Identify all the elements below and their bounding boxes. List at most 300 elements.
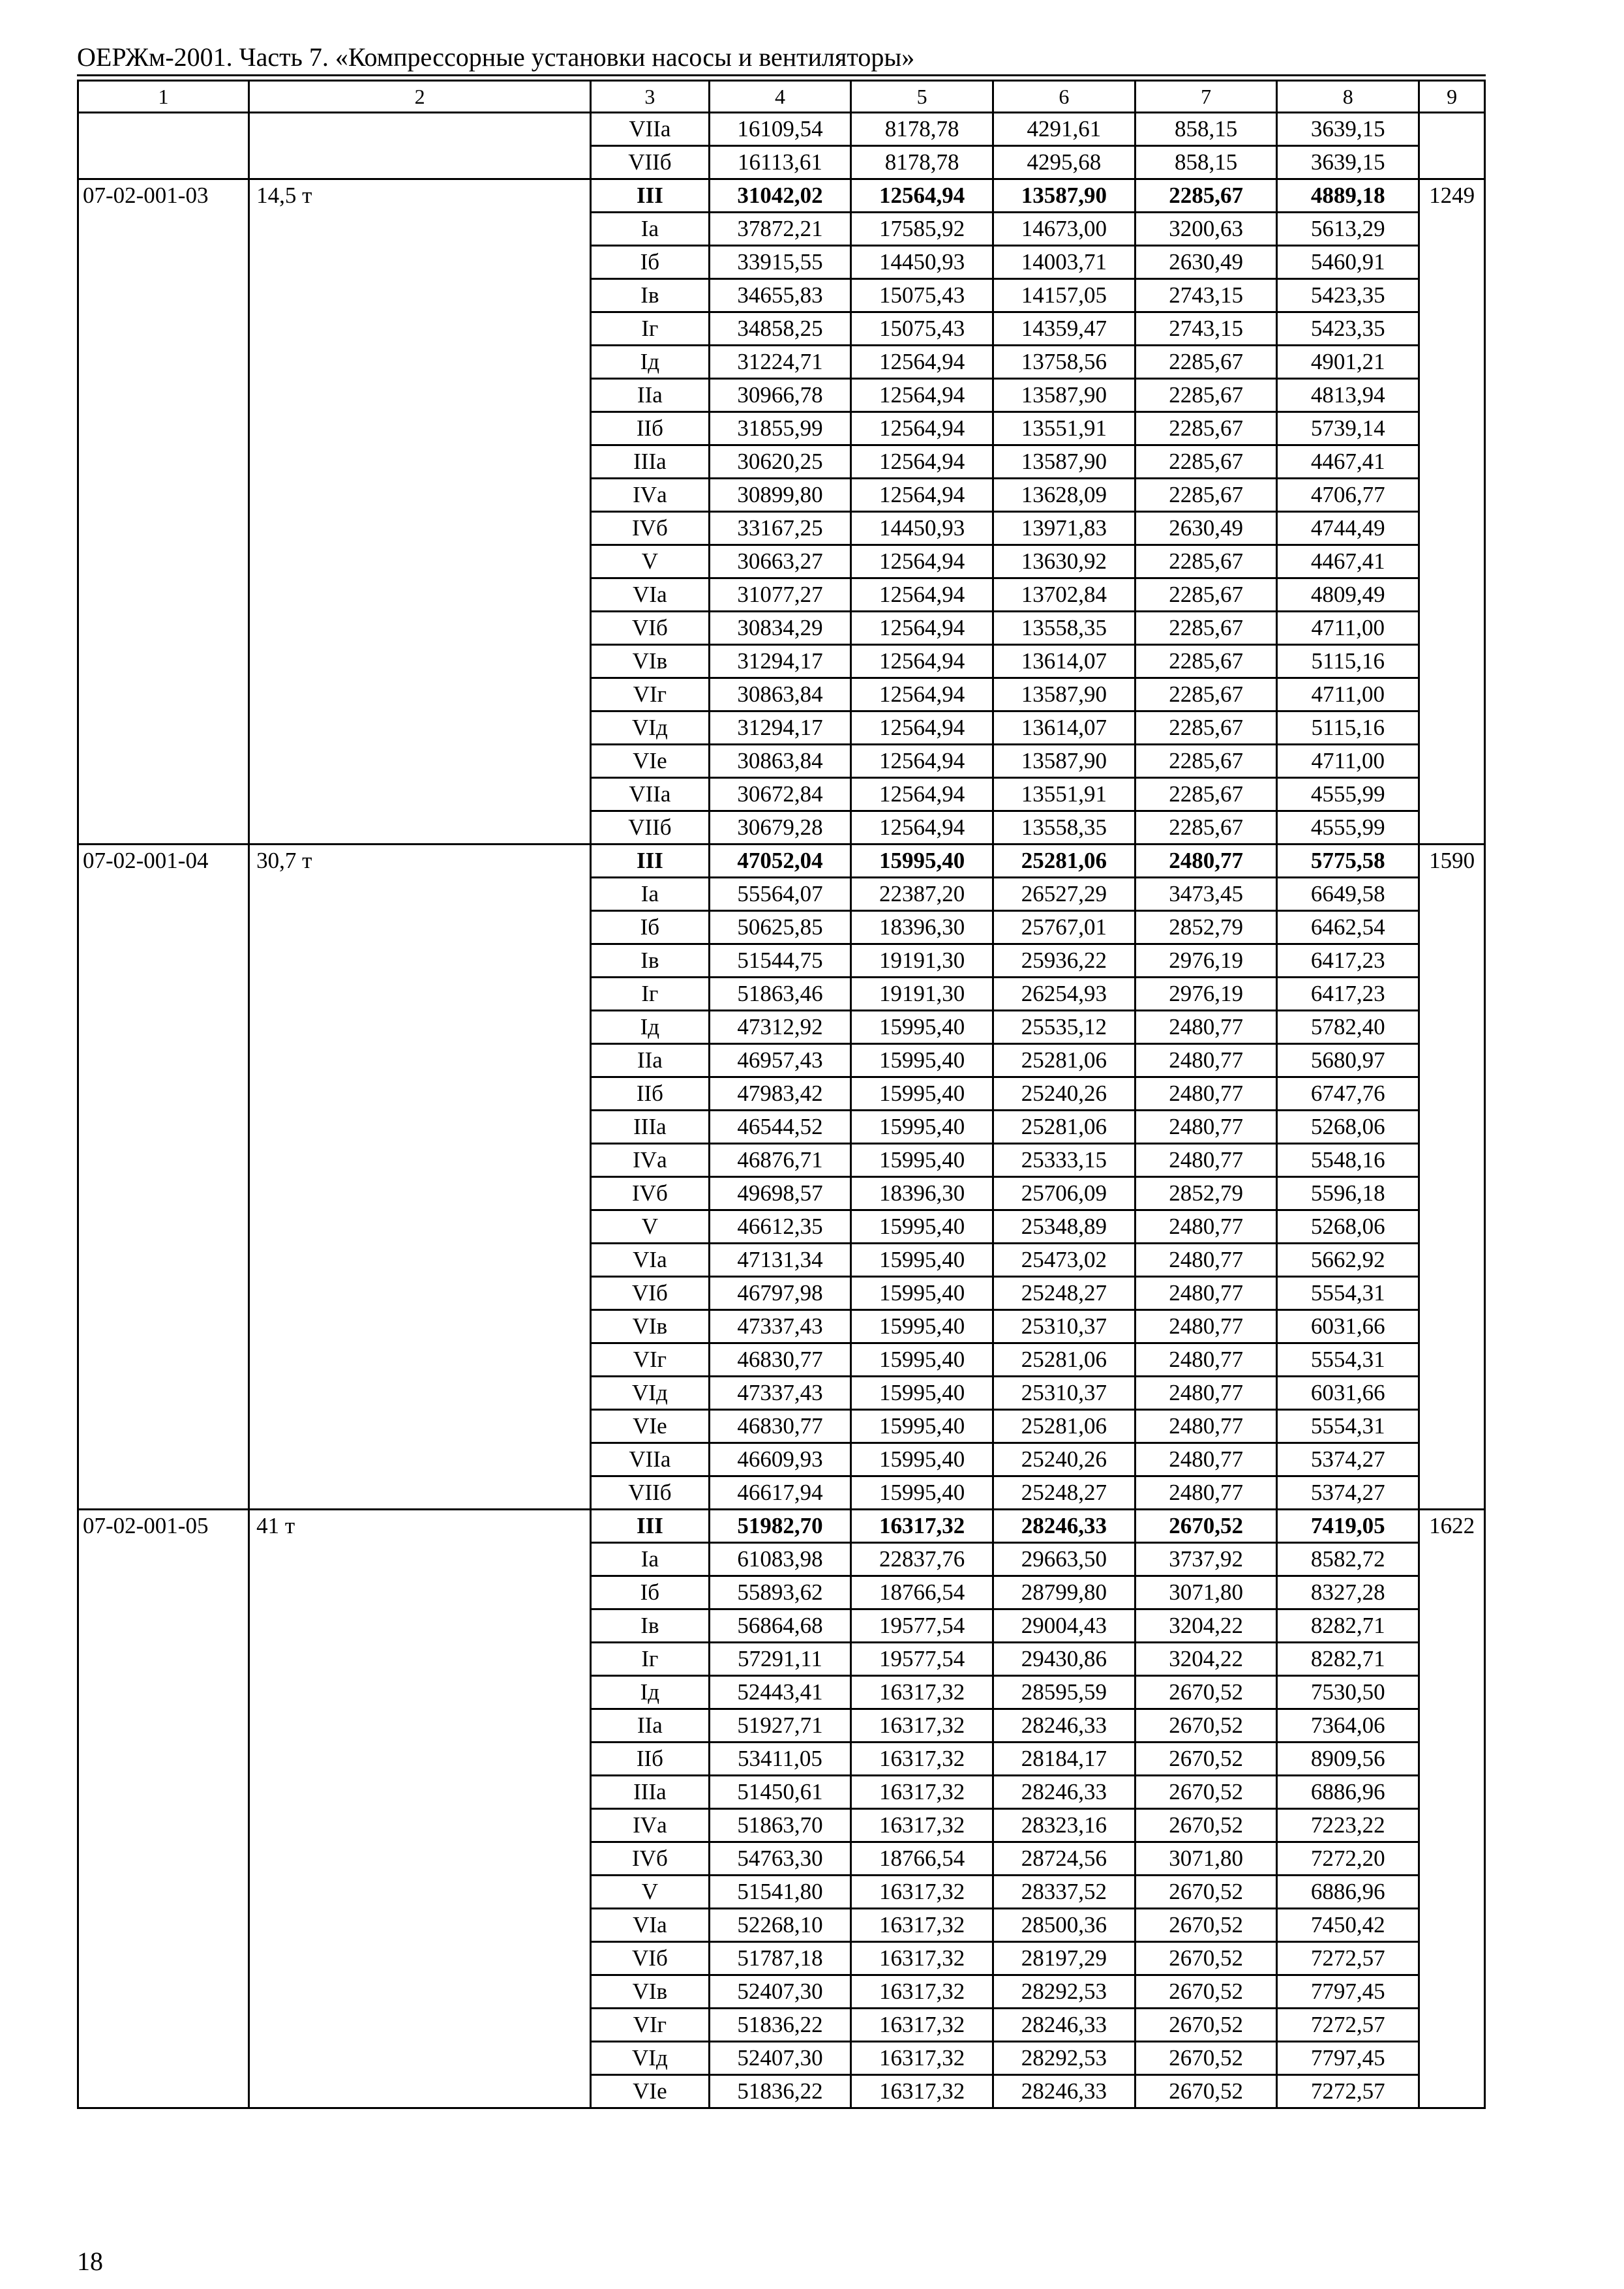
- value-cell: 2285,67: [1135, 379, 1277, 412]
- value-cell: 52443,41: [709, 1676, 851, 1709]
- value-cell: 26527,29: [993, 878, 1135, 911]
- value-cell: 47052,04: [709, 845, 851, 878]
- value-cell: 51863,70: [709, 1809, 851, 1842]
- value-cell: 46957,43: [709, 1044, 851, 1077]
- value-cell: 3204,22: [1135, 1609, 1277, 1643]
- value-cell: 6462,54: [1277, 911, 1419, 944]
- value-cell: 15995,40: [851, 1443, 993, 1476]
- value-cell: 2670,52: [1135, 1809, 1277, 1842]
- value-cell: 8178,78: [851, 146, 993, 179]
- value-cell: 5460,91: [1277, 246, 1419, 279]
- variant-cell: Iа: [591, 213, 709, 246]
- value-cell: 2480,77: [1135, 1111, 1277, 1144]
- variant-cell: VIд: [591, 1377, 709, 1410]
- value-cell: 25348,89: [993, 1210, 1135, 1244]
- value-cell: 4295,68: [993, 146, 1135, 179]
- value-cell: 6417,23: [1277, 944, 1419, 978]
- value-cell: 6886,96: [1277, 1876, 1419, 1909]
- value-cell: 51982,70: [709, 1510, 851, 1543]
- value-cell: 25333,15: [993, 1144, 1135, 1177]
- value-cell: 46617,94: [709, 1476, 851, 1510]
- column-number: 7: [1135, 81, 1277, 113]
- value-cell: 15995,40: [851, 1144, 993, 1177]
- value-cell: 17585,92: [851, 213, 993, 246]
- value-cell: 8327,28: [1277, 1576, 1419, 1609]
- value-cell: 25281,06: [993, 1410, 1135, 1443]
- value-cell: 25240,26: [993, 1077, 1135, 1111]
- value-cell: 12564,94: [851, 711, 993, 745]
- value-cell: 5613,29: [1277, 213, 1419, 246]
- variant-cell: Iг: [591, 1643, 709, 1676]
- value-cell: 14450,93: [851, 246, 993, 279]
- variant-cell: IVа: [591, 479, 709, 512]
- value-cell: 3200,63: [1135, 213, 1277, 246]
- header-rule: [77, 74, 1486, 76]
- value-cell: 18766,54: [851, 1842, 993, 1876]
- page-number: 18: [77, 2247, 103, 2276]
- variant-cell: VIIб: [591, 811, 709, 845]
- value-cell: 46544,52: [709, 1111, 851, 1144]
- value-cell: 16317,32: [851, 1809, 993, 1842]
- value-cell: 4711,00: [1277, 745, 1419, 778]
- value-cell: 12564,94: [851, 778, 993, 811]
- value-cell: 2285,67: [1135, 545, 1277, 578]
- value-cell: 28292,53: [993, 1975, 1135, 2009]
- value-cell: 2480,77: [1135, 1077, 1277, 1111]
- value-cell: 4706,77: [1277, 479, 1419, 512]
- variant-cell: VIд: [591, 2042, 709, 2075]
- value-cell: 13614,07: [993, 711, 1135, 745]
- variant-cell: Iд: [591, 1676, 709, 1709]
- variant-cell: VIIб: [591, 146, 709, 179]
- value-cell: 31855,99: [709, 412, 851, 445]
- value-cell: 2480,77: [1135, 1244, 1277, 1277]
- value-cell: 28595,59: [993, 1676, 1135, 1709]
- value-cell: 25473,02: [993, 1244, 1135, 1277]
- value-cell: 5115,16: [1277, 645, 1419, 678]
- value-cell: 6031,66: [1277, 1310, 1419, 1343]
- value-cell: 2976,19: [1135, 978, 1277, 1011]
- variant-cell: VIа: [591, 1909, 709, 1942]
- value-cell: 2285,67: [1135, 711, 1277, 745]
- rate-code: 07-02-001-05: [78, 1510, 249, 2108]
- value-cell: 8178,78: [851, 113, 993, 146]
- value-cell: 25310,37: [993, 1377, 1135, 1410]
- column-number-row: [78, 81, 1485, 113]
- rate-code: 07-02-001-04: [78, 845, 249, 1510]
- value-cell: 7450,42: [1277, 1909, 1419, 1942]
- value-cell: 3071,80: [1135, 1576, 1277, 1609]
- value-cell: 47337,43: [709, 1377, 851, 1410]
- equipment-mass: 14,5 т: [249, 179, 591, 845]
- value-cell: 15995,40: [851, 1011, 993, 1044]
- variant-cell: V: [591, 545, 709, 578]
- value-cell: 16317,32: [851, 2009, 993, 2042]
- value-cell: 6747,76: [1277, 1077, 1419, 1111]
- value-cell: 2285,67: [1135, 612, 1277, 645]
- value-cell: 2670,52: [1135, 1743, 1277, 1776]
- value-cell: 46612,35: [709, 1210, 851, 1244]
- value-cell: 16317,32: [851, 1975, 993, 2009]
- variant-cell: IIа: [591, 379, 709, 412]
- value-cell: 7272,57: [1277, 1942, 1419, 1975]
- value-cell: 29004,43: [993, 1609, 1135, 1643]
- value-cell: 31294,17: [709, 711, 851, 745]
- value-cell: 5268,06: [1277, 1210, 1419, 1244]
- value-cell: 12564,94: [851, 645, 993, 678]
- variant-cell: IVа: [591, 1809, 709, 1842]
- value-cell: 13587,90: [993, 678, 1135, 711]
- value-cell: 5548,16: [1277, 1144, 1419, 1177]
- value-cell: 5739,14: [1277, 412, 1419, 445]
- value-cell: 2285,67: [1135, 778, 1277, 811]
- empty-code-cell: [78, 113, 249, 179]
- variant-cell: VIIа: [591, 1443, 709, 1476]
- value-cell: 6031,66: [1277, 1377, 1419, 1410]
- value-cell: 6417,23: [1277, 978, 1419, 1011]
- variant-cell: VIг: [591, 2009, 709, 2042]
- value-cell: 16317,32: [851, 1942, 993, 1975]
- value-cell: 29430,86: [993, 1643, 1135, 1676]
- value-cell: 2480,77: [1135, 1443, 1277, 1476]
- value-cell: 13587,90: [993, 379, 1135, 412]
- value-cell: 28184,17: [993, 1743, 1135, 1776]
- value-cell: 28246,33: [993, 2075, 1135, 2108]
- column-number: 3: [591, 81, 709, 113]
- variant-cell: III: [591, 179, 709, 213]
- value-cell: 15995,40: [851, 1244, 993, 1277]
- table-body: [78, 81, 1485, 2108]
- rate-code: 07-02-001-03: [78, 179, 249, 845]
- value-cell: 15995,40: [851, 1377, 993, 1410]
- value-cell: 18396,30: [851, 911, 993, 944]
- value-cell: 2285,67: [1135, 479, 1277, 512]
- value-cell: 5782,40: [1277, 1011, 1419, 1044]
- value-cell: 2480,77: [1135, 1011, 1277, 1044]
- value-cell: 4711,00: [1277, 678, 1419, 711]
- variant-cell: VIе: [591, 1410, 709, 1443]
- value-cell: 47337,43: [709, 1310, 851, 1343]
- value-cell: 5374,27: [1277, 1443, 1419, 1476]
- value-cell: 8282,71: [1277, 1609, 1419, 1643]
- table-row: [78, 179, 1485, 213]
- value-cell: 4813,94: [1277, 379, 1419, 412]
- value-cell: 2852,79: [1135, 911, 1277, 944]
- value-cell: 2852,79: [1135, 1177, 1277, 1210]
- value-cell: 52268,10: [709, 1909, 851, 1942]
- value-cell: 2670,52: [1135, 1942, 1277, 1975]
- variant-cell: VIв: [591, 1975, 709, 2009]
- variant-cell: Iб: [591, 246, 709, 279]
- value-cell: 13587,90: [993, 445, 1135, 479]
- extra-value: 1249: [1419, 179, 1485, 845]
- value-cell: 13758,56: [993, 346, 1135, 379]
- value-cell: 4555,99: [1277, 778, 1419, 811]
- value-cell: 52407,30: [709, 1975, 851, 2009]
- variant-cell: IIб: [591, 1743, 709, 1776]
- value-cell: 12564,94: [851, 479, 993, 512]
- value-cell: 2630,49: [1135, 512, 1277, 545]
- value-cell: 2670,52: [1135, 2042, 1277, 2075]
- value-cell: 31042,02: [709, 179, 851, 213]
- value-cell: 12564,94: [851, 578, 993, 612]
- value-cell: 2285,67: [1135, 578, 1277, 612]
- variant-cell: VIд: [591, 711, 709, 745]
- value-cell: 12564,94: [851, 612, 993, 645]
- value-cell: 4467,41: [1277, 445, 1419, 479]
- variant-cell: Iг: [591, 978, 709, 1011]
- value-cell: 29663,50: [993, 1543, 1135, 1576]
- value-cell: 16317,32: [851, 1510, 993, 1543]
- value-cell: 33915,55: [709, 246, 851, 279]
- value-cell: 30834,29: [709, 612, 851, 645]
- value-cell: 3639,15: [1277, 113, 1419, 146]
- value-cell: 30899,80: [709, 479, 851, 512]
- value-cell: 15075,43: [851, 312, 993, 346]
- variant-cell: VIIа: [591, 778, 709, 811]
- value-cell: 2480,77: [1135, 1277, 1277, 1310]
- value-cell: 8909,56: [1277, 1743, 1419, 1776]
- value-cell: 13558,35: [993, 612, 1135, 645]
- value-cell: 61083,98: [709, 1543, 851, 1576]
- value-cell: 15995,40: [851, 1044, 993, 1077]
- value-cell: 18396,30: [851, 1177, 993, 1210]
- variant-cell: IVа: [591, 1144, 709, 1177]
- value-cell: 12564,94: [851, 179, 993, 213]
- extra-value: 1590: [1419, 845, 1485, 1510]
- value-cell: 13702,84: [993, 578, 1135, 612]
- variant-cell: VIб: [591, 1942, 709, 1975]
- value-cell: 15995,40: [851, 1277, 993, 1310]
- value-cell: 2670,52: [1135, 1876, 1277, 1909]
- value-cell: 16317,32: [851, 1709, 993, 1743]
- value-cell: 5596,18: [1277, 1177, 1419, 1210]
- value-cell: 51541,80: [709, 1876, 851, 1909]
- table-row: [78, 113, 1485, 146]
- value-cell: 3473,45: [1135, 878, 1277, 911]
- value-cell: 28323,16: [993, 1809, 1135, 1842]
- value-cell: 16317,32: [851, 1909, 993, 1942]
- value-cell: 12564,94: [851, 678, 993, 711]
- value-cell: 52407,30: [709, 2042, 851, 2075]
- value-cell: 25248,27: [993, 1476, 1135, 1510]
- value-cell: 25936,22: [993, 944, 1135, 978]
- value-cell: 57291,11: [709, 1643, 851, 1676]
- value-cell: 4809,49: [1277, 578, 1419, 612]
- document-header-title: ОЕРЖм-2001. Часть 7. «Компрессорные установки насосы и вентиляторы»: [77, 42, 915, 72]
- value-cell: 30679,28: [709, 811, 851, 845]
- value-cell: 6649,58: [1277, 878, 1419, 911]
- value-cell: 5775,58: [1277, 845, 1419, 878]
- value-cell: 2285,67: [1135, 645, 1277, 678]
- value-cell: 16317,32: [851, 1876, 993, 1909]
- value-cell: 34858,25: [709, 312, 851, 346]
- value-cell: 15995,40: [851, 1210, 993, 1244]
- value-cell: 19191,30: [851, 978, 993, 1011]
- value-cell: 47983,42: [709, 1077, 851, 1111]
- value-cell: 25767,01: [993, 911, 1135, 944]
- value-cell: 16317,32: [851, 1676, 993, 1709]
- value-cell: 5680,97: [1277, 1044, 1419, 1077]
- value-cell: 13587,90: [993, 745, 1135, 778]
- value-cell: 28197,29: [993, 1942, 1135, 1975]
- value-cell: 2670,52: [1135, 1510, 1277, 1543]
- value-cell: 5662,92: [1277, 1244, 1419, 1277]
- value-cell: 15995,40: [851, 845, 993, 878]
- value-cell: 858,15: [1135, 146, 1277, 179]
- value-cell: 25310,37: [993, 1310, 1135, 1343]
- value-cell: 15995,40: [851, 1410, 993, 1443]
- value-cell: 51836,22: [709, 2075, 851, 2108]
- value-cell: 28246,33: [993, 1776, 1135, 1809]
- value-cell: 2670,52: [1135, 1676, 1277, 1709]
- value-cell: 7223,22: [1277, 1809, 1419, 1842]
- value-cell: 47312,92: [709, 1011, 851, 1044]
- value-cell: 54763,30: [709, 1842, 851, 1876]
- value-cell: 51544,75: [709, 944, 851, 978]
- value-cell: 16317,32: [851, 1743, 993, 1776]
- variant-cell: IVб: [591, 1177, 709, 1210]
- value-cell: 14157,05: [993, 279, 1135, 312]
- variant-cell: IIIа: [591, 445, 709, 479]
- value-cell: 51863,46: [709, 978, 851, 1011]
- value-cell: 16317,32: [851, 1776, 993, 1809]
- value-cell: 3737,92: [1135, 1543, 1277, 1576]
- value-cell: 51927,71: [709, 1709, 851, 1743]
- variant-cell: IIб: [591, 412, 709, 445]
- value-cell: 12564,94: [851, 346, 993, 379]
- value-cell: 4744,49: [1277, 512, 1419, 545]
- value-cell: 46830,77: [709, 1410, 851, 1443]
- value-cell: 47131,34: [709, 1244, 851, 1277]
- value-cell: 30966,78: [709, 379, 851, 412]
- value-cell: 14003,71: [993, 246, 1135, 279]
- value-cell: 25248,27: [993, 1277, 1135, 1310]
- value-cell: 2480,77: [1135, 1044, 1277, 1077]
- variant-cell: IIб: [591, 1077, 709, 1111]
- value-cell: 30863,84: [709, 678, 851, 711]
- extra-value: 1622: [1419, 1510, 1485, 2108]
- value-cell: 6886,96: [1277, 1776, 1419, 1809]
- variant-cell: VIIа: [591, 113, 709, 146]
- price-table: [77, 80, 1486, 2109]
- value-cell: 2743,15: [1135, 312, 1277, 346]
- value-cell: 2285,67: [1135, 811, 1277, 845]
- value-cell: 5554,31: [1277, 1410, 1419, 1443]
- value-cell: 30663,27: [709, 545, 851, 578]
- value-cell: 25281,06: [993, 1044, 1135, 1077]
- variant-cell: IVб: [591, 1842, 709, 1876]
- variant-cell: Iв: [591, 944, 709, 978]
- value-cell: 2743,15: [1135, 279, 1277, 312]
- variant-cell: Iг: [591, 312, 709, 346]
- variant-cell: Iд: [591, 1011, 709, 1044]
- value-cell: 15995,40: [851, 1476, 993, 1510]
- variant-cell: IIа: [591, 1044, 709, 1077]
- variant-cell: IIIа: [591, 1776, 709, 1809]
- variant-cell: VIб: [591, 612, 709, 645]
- value-cell: 2670,52: [1135, 1709, 1277, 1743]
- value-cell: 28246,33: [993, 1709, 1135, 1743]
- value-cell: 15995,40: [851, 1077, 993, 1111]
- value-cell: 2670,52: [1135, 1776, 1277, 1809]
- variant-cell: VIе: [591, 2075, 709, 2108]
- value-cell: 2480,77: [1135, 1210, 1277, 1244]
- table-row: [78, 1510, 1485, 1543]
- variant-cell: V: [591, 1876, 709, 1909]
- value-cell: 2480,77: [1135, 1377, 1277, 1410]
- value-cell: 2285,67: [1135, 346, 1277, 379]
- value-cell: 16317,32: [851, 2042, 993, 2075]
- variant-cell: III: [591, 1510, 709, 1543]
- value-cell: 30620,25: [709, 445, 851, 479]
- value-cell: 15995,40: [851, 1310, 993, 1343]
- value-cell: 4291,61: [993, 113, 1135, 146]
- column-number: 8: [1277, 81, 1419, 113]
- value-cell: 2630,49: [1135, 246, 1277, 279]
- value-cell: 2480,77: [1135, 1343, 1277, 1377]
- value-cell: 2670,52: [1135, 1909, 1277, 1942]
- table-row: [78, 845, 1485, 878]
- variant-cell: VIб: [591, 1277, 709, 1310]
- value-cell: 13587,90: [993, 179, 1135, 213]
- variant-cell: VIе: [591, 745, 709, 778]
- value-cell: 28292,53: [993, 2042, 1135, 2075]
- value-cell: 13558,35: [993, 811, 1135, 845]
- value-cell: 14359,47: [993, 312, 1135, 346]
- variant-cell: VIв: [591, 1310, 709, 1343]
- value-cell: 16109,54: [709, 113, 851, 146]
- variant-cell: VIв: [591, 645, 709, 678]
- value-cell: 28500,36: [993, 1909, 1135, 1942]
- value-cell: 4467,41: [1277, 545, 1419, 578]
- value-cell: 19577,54: [851, 1643, 993, 1676]
- value-cell: 15995,40: [851, 1343, 993, 1377]
- value-cell: 15995,40: [851, 1111, 993, 1144]
- variant-cell: V: [591, 1210, 709, 1244]
- value-cell: 55564,07: [709, 878, 851, 911]
- value-cell: 34655,83: [709, 279, 851, 312]
- variant-cell: VIIб: [591, 1476, 709, 1510]
- value-cell: 31294,17: [709, 645, 851, 678]
- value-cell: 13551,91: [993, 778, 1135, 811]
- value-cell: 31224,71: [709, 346, 851, 379]
- equipment-mass: 30,7 т: [249, 845, 591, 1510]
- value-cell: 16113,61: [709, 146, 851, 179]
- value-cell: 28337,52: [993, 1876, 1135, 1909]
- value-cell: 13628,09: [993, 479, 1135, 512]
- value-cell: 25706,09: [993, 1177, 1135, 1210]
- variant-cell: Iд: [591, 346, 709, 379]
- value-cell: 46797,98: [709, 1277, 851, 1310]
- value-cell: 12564,94: [851, 545, 993, 578]
- value-cell: 28246,33: [993, 1510, 1135, 1543]
- value-cell: 858,15: [1135, 113, 1277, 146]
- value-cell: 2670,52: [1135, 1975, 1277, 2009]
- value-cell: 7419,05: [1277, 1510, 1419, 1543]
- value-cell: 7797,45: [1277, 1975, 1419, 2009]
- value-cell: 4555,99: [1277, 811, 1419, 845]
- variant-cell: Iв: [591, 279, 709, 312]
- value-cell: 25281,06: [993, 1111, 1135, 1144]
- value-cell: 14673,00: [993, 213, 1135, 246]
- value-cell: 31077,27: [709, 578, 851, 612]
- value-cell: 12564,94: [851, 379, 993, 412]
- value-cell: 2670,52: [1135, 2075, 1277, 2108]
- value-cell: 2480,77: [1135, 1410, 1277, 1443]
- value-cell: 13971,83: [993, 512, 1135, 545]
- column-number: 2: [249, 81, 591, 113]
